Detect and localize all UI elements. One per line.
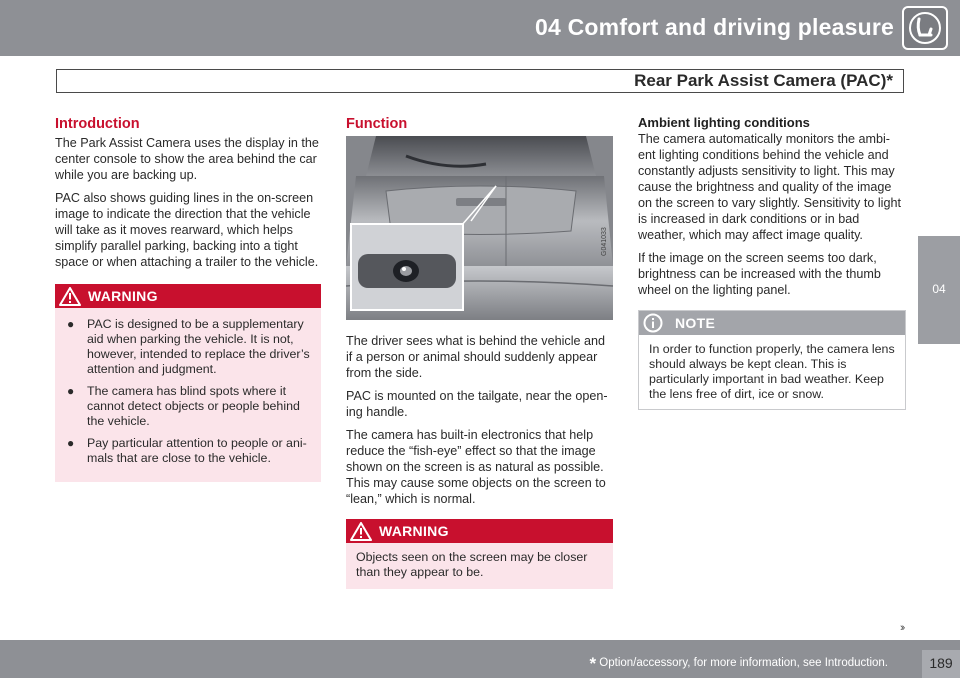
continue-arrows: ›› bbox=[900, 622, 904, 634]
seat-icon bbox=[902, 6, 948, 50]
footer-band bbox=[0, 640, 960, 678]
footnote bbox=[589, 654, 888, 674]
side-tab-label: 04 bbox=[932, 282, 946, 296]
footnote-star: * bbox=[589, 654, 597, 673]
page-number: 189 bbox=[922, 650, 960, 678]
warning-title: WARNING bbox=[379, 523, 449, 539]
section-bar bbox=[56, 69, 904, 93]
warning-item: ● The camera has blind spots where it cannot detect objects or people behind the vehicle. bbox=[67, 384, 300, 428]
chapter-side-tab bbox=[918, 236, 960, 344]
section-title: Rear Park Assist Camera (PAC)* bbox=[634, 71, 893, 90]
introduction-heading: Introduction bbox=[55, 116, 140, 132]
warning-header bbox=[55, 284, 321, 308]
warning-item: ● Pay particular attention to people or ani-mals that are close to the vehicle. bbox=[67, 436, 307, 465]
note-text: In order to function properly, the camera lens should always be kept clean. This is particularly important in bad weather. Keep the lens free of dirt, ice or snow. bbox=[649, 342, 895, 401]
note-box bbox=[638, 310, 906, 410]
lighting-paragraph-1: The camera automatically monitors the ambi-ent lighting conditions behind the vehicle and constantly adjusts sensitivity to light. This may cause the brightness and quality of the image on the screen to vary slightly. Sensitivity to light is increased in dark conditions or in bad weather, which may affect image quality. bbox=[638, 132, 901, 242]
warning-text: Objects seen on the screen may be closer than they appear to be. bbox=[356, 550, 588, 579]
column-introduction bbox=[55, 115, 321, 482]
chapter-title: 04 Comfort and driving pleasure bbox=[535, 14, 894, 40]
figure-code: G041033 bbox=[601, 227, 608, 256]
intro-paragraph-1: The Park Assist Camera uses the display in the center console to show the area behind the car while you are backing up. bbox=[55, 136, 319, 182]
warning-list bbox=[55, 308, 321, 466]
function-paragraph-2: PAC is mounted on the tailgate, near the open-ing handle. bbox=[346, 389, 608, 419]
column-lighting bbox=[638, 115, 906, 410]
tailgate-camera-illustration bbox=[346, 136, 613, 320]
intro-paragraph-2: PAC also shows guiding lines in the on-screen image to indicate the direction that the vehicle will take as it moves rearward, which helps simplify parallel parking, backing into a tight space or when attaching a trailer to the vehicle. bbox=[55, 191, 319, 269]
footnote-text: Option/accessory, for more information, see Introduction. bbox=[599, 657, 888, 669]
warning-box-intro bbox=[55, 284, 321, 482]
header-band bbox=[0, 0, 960, 56]
info-icon bbox=[643, 313, 663, 338]
warning-header bbox=[346, 519, 613, 543]
warning-box-function bbox=[346, 519, 613, 589]
note-title: NOTE bbox=[675, 315, 716, 331]
note-header bbox=[639, 311, 905, 335]
warning-triangle-icon bbox=[350, 522, 372, 546]
warning-item: ● PAC is designed to be a supplementary aid when parking the vehicle. It is not, however, intended to replace the driver’s attention and judgment. bbox=[67, 317, 310, 376]
function-paragraph-3: The camera has built-in electronics that help reduce the “fish-eye” effect so that the image shown on the screen is as natural as possible. This may cause some objects on the screen to “lean,” which is normal. bbox=[346, 428, 606, 506]
warning-title: WARNING bbox=[88, 288, 158, 304]
function-paragraph-1: The driver sees what is behind the vehicle and if a person or animal should suddenly appear from the side. bbox=[346, 334, 606, 380]
function-heading: Function bbox=[346, 116, 408, 132]
column-function bbox=[346, 115, 613, 589]
lighting-paragraph-2: If the image on the screen seems too dark, brightness can be increased with the thumb wheel on the lighting panel. bbox=[638, 251, 881, 297]
warning-triangle-icon bbox=[59, 287, 81, 311]
ambient-lighting-heading: Ambient lighting conditions bbox=[638, 115, 810, 130]
